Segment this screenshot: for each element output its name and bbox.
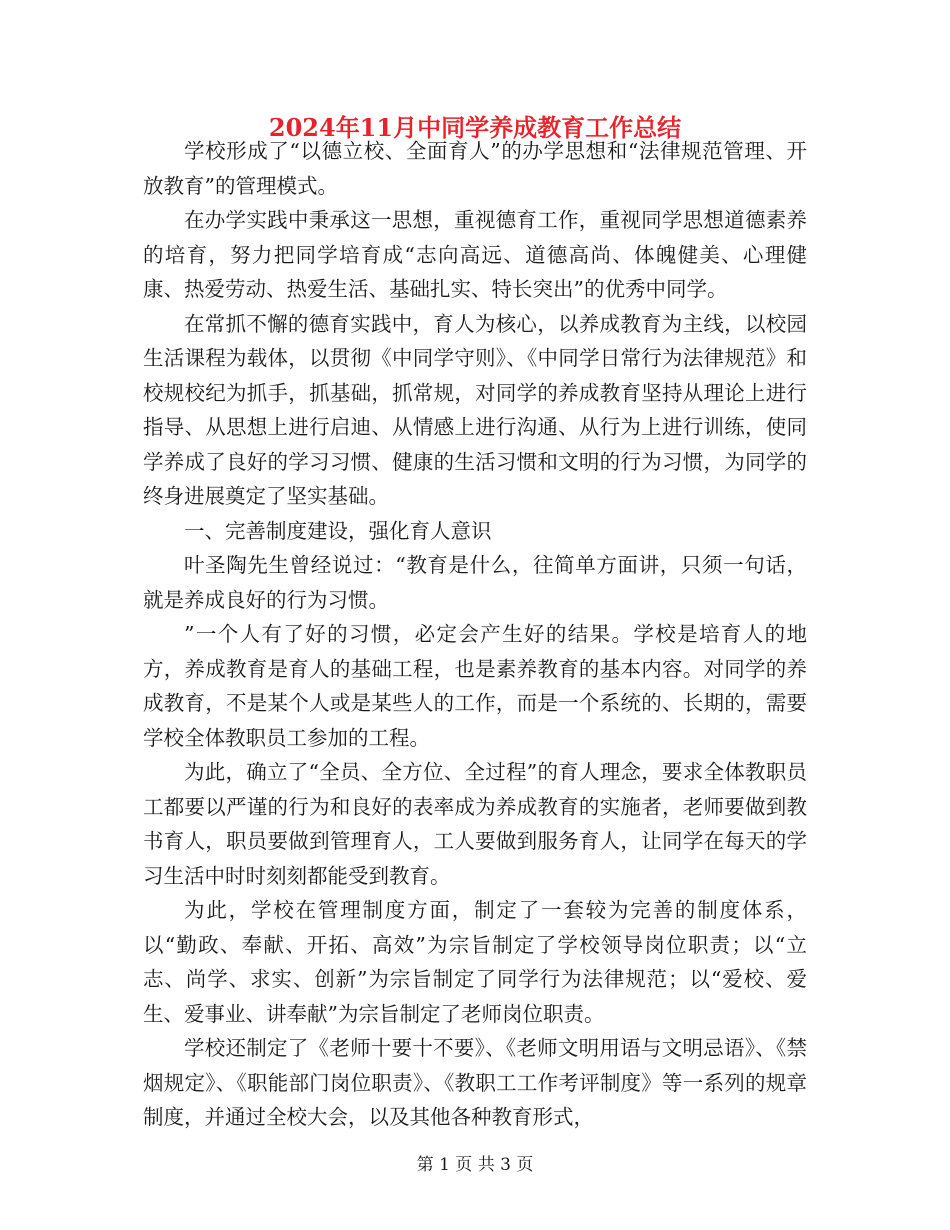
- paragraph-6: 为此，确立了“全员、全方位、全过程”的育人理念，要求全体教职员工都要以严谨的行为和良好的表率成为养成教育的实施者，老师要做到教书育人，职员要做到管理育人，工人要做到服务育人，让同学在每天的学习生活中时时刻刻都能受到教育。: [143, 760, 807, 888]
- paragraph-3: 在常抓不懈的德育实践中，育人为核心，以养成教育为主线，以校园生活课程为载体，以贯彻《中同学守则》、《中同学日常行为法律规范》和校规校纪为抓手，抓基础，抓常规，对同学的养成教育坚持从理论上进行指导、从思想上进行启迪、从情感上进行沟通、从行为上进行训练，使同学养成了良好的学习习惯、健康的生活习惯和文明的行为习惯，为同学的终身进展奠定了坚实基础。: [143, 311, 807, 508]
- paragraph-5: ”一个人有了好的习惯，必定会产生好的结果。学校是培育人的地方，养成教育是育人的基础工程，也是素养教育的基本内容。对同学的养成教育，不是某个人或是某些人的工作，而是一个系统的、长期的，需要学校全体教职员工参加的工程。: [143, 622, 807, 750]
- paragraph-2: 在办学实践中秉承这一思想，重视德育工作，重视同学思想道德素养的培育，努力把同学培育成“志向高远、道德高尚、体魄健美、心理健康、热爱劳动、热爱生活、基础扎实、特长突出”的优秀中同学。: [143, 208, 807, 301]
- document-title: 2024年11月中同学养成教育工作总结: [268, 113, 682, 142]
- page-footer: 第 1 页 共 3 页: [416, 1155, 534, 1175]
- paragraph-1: 学校形成了“以德立校、全面育人”的办学思想和“法律规范管理、开放教育”的管理模式。: [143, 139, 807, 198]
- paragraph-4: 叶圣陶先生曾经说过：“教育是什么，往简单方面讲，只须一句话，就是养成良好的行为习惯。: [143, 553, 807, 612]
- document-body: [143, 134, 807, 1135]
- paragraph-7: 为此，学校在管理制度方面，制定了一套较为完善的制度体系，以“勤政、奉献、开拓、高效”为宗旨制定了学校领导岗位职责；以“立志、尚学、求实、创新”为宗旨制定了同学行为法律规范；以“爱校、爱生、爱事业、讲奉献”为宗旨制定了老师岗位职责。: [143, 898, 807, 1026]
- paragraph-8: 学校还制定了《老师十要十不要》、《老师文明用语与文明忌语》、《禁烟规定》、《职能部门岗位职责》、《教职工工作考评制度》等一系列的规章制度，并通过全校大会，以及其他各种教育形式，: [143, 1036, 807, 1129]
- section-heading-1: 一、完善制度建设，强化育人意识: [184, 518, 492, 543]
